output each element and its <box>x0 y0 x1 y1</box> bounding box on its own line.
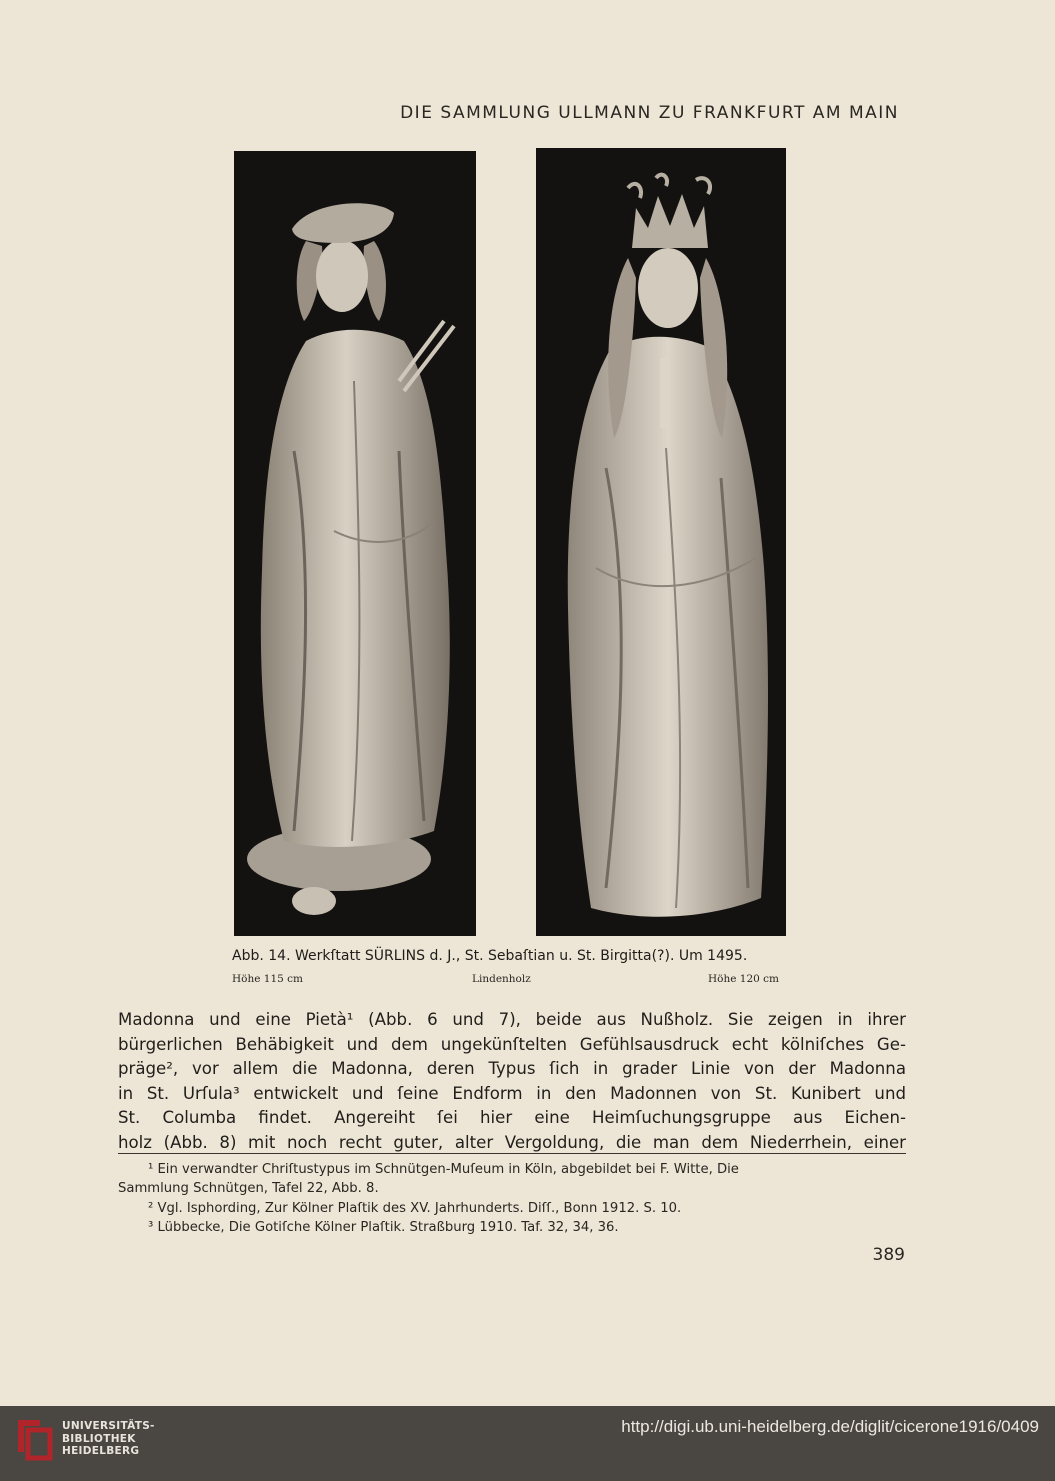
library-name-line: HEIDELBERG <box>62 1445 140 1457</box>
footnote-rule <box>118 1153 906 1154</box>
library-name-line: BIBLIOTHEK <box>62 1432 136 1445</box>
page-number: 389 <box>872 1245 905 1265</box>
body-line: St. Columba findet. Angereiht ſei hier eine Heimſuchungsgruppe aus Eichen- <box>118 1108 906 1128</box>
library-name <box>62 1420 155 1458</box>
figure-material: Lindenholz <box>472 973 531 985</box>
body-line: in St. Urſula³ entwickelt und ſeine Endform in den Madonnen von St. Kunibert und <box>118 1083 906 1103</box>
figure-height-right: Höhe 120 cm <box>708 973 780 985</box>
body-line: Madonna und eine Pietà¹ (Abb. 6 und 7), beide aus Nußholz. Sie zeigen in ihrer <box>118 1010 906 1029</box>
footnotes <box>118 1160 906 1238</box>
footnote-3: ³ Lübbecke, Die Gotiſche Kölner Plaſtik. Straßburg 1910. Taf. 32, 34, 36. <box>148 1220 619 1236</box>
running-head: DIE SAMMLUNG ULLMANN ZU FRANKFURT AM MAIN <box>400 103 899 123</box>
photo-st-sebastian <box>234 151 476 936</box>
body-line: präge², vor allem die Madonna, deren Typus ſich in grader Linie von der Madonna <box>118 1059 906 1079</box>
figure-caption: Abb. 14. Werkſtatt SÜRLINS d. J., St. Sebaſtian u. St. Birgitta(?). Um 1495. <box>232 948 748 964</box>
figure-height-left: Höhe 115 cm <box>232 973 304 985</box>
footnote-2: ² Vgl. Isphording, Zur Kölner Plaſtik des XV. Jahrhunderts. Diſſ., Bonn 1912. S. 10. <box>148 1200 682 1216</box>
footnote-1: ¹ Ein verwandter Chriſtustypus im Schnütgen-Muſeum in Köln, abgebildet bei F. Witte, Die <box>148 1162 739 1177</box>
library-logo-icon <box>14 1416 54 1462</box>
body-line: holz (Abb. 8) mit noch recht guter, alter Vergoldung, die man dem Niederrhein, einer <box>118 1132 906 1152</box>
body-paragraph <box>118 1008 906 1156</box>
library-name-line: UNIVERSITÄTS- <box>62 1420 155 1432</box>
source-url-link[interactable]: http://digi.ub.uni-heidelberg.de/diglit/cicerone1916/0409 <box>621 1417 1039 1436</box>
photo-st-birgitta <box>536 148 786 936</box>
body-line: bürgerlichen Behäbigkeit und dem ungekünſtelten Gefühlsausdruck echt kölniſches Ge- <box>118 1034 906 1054</box>
footnote-1-continued: Sammlung Schnütgen, Tafel 22, Abb. 8. <box>118 1181 379 1197</box>
